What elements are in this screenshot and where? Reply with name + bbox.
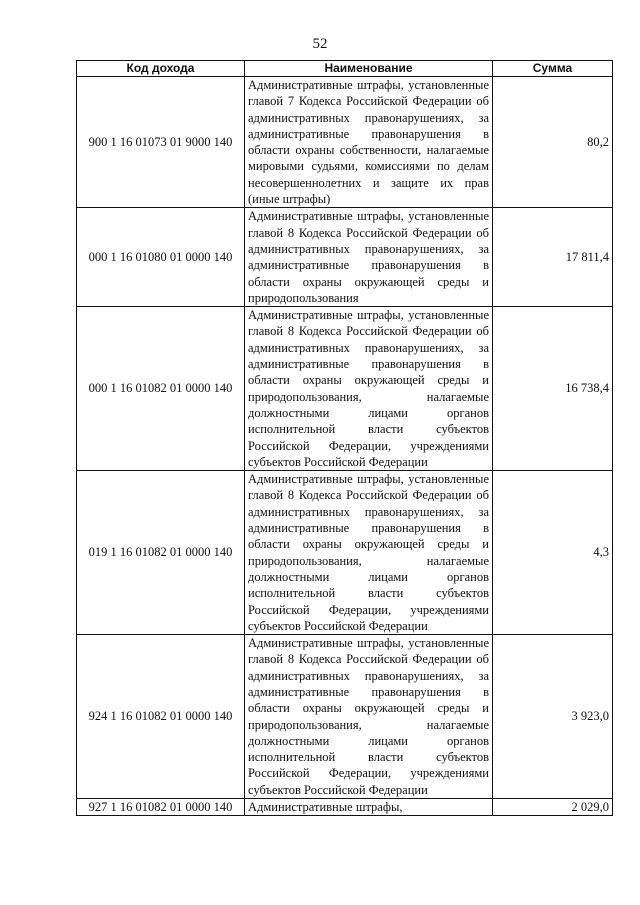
page-number: 52 xyxy=(312,36,328,52)
revenue-sum: 80,2 xyxy=(493,77,613,208)
revenue-name: Административные штрафы, xyxy=(245,799,493,816)
revenue-name: Административные штрафы, установленные главой 8 Кодекса Российской Федерации об административных правонарушениях, за административные правонарушения в области охраны окружающей среды и природопользования, налагаемые должностными лицами органов исполнительной власти субъектов Российской Федерации, учреждениями субъектов Российской Федерации xyxy=(245,307,493,471)
revenue-table xyxy=(76,60,613,816)
revenue-name: Административные штрафы, установленные главой 8 Кодекса Российской Федерации об административных правонарушениях, за административные правонарушения в области охраны окружающей среды и природопользования, налагаемые должностными лицами органов исполнительной власти субъектов Российской Федерации, учреждениями субъектов Российской Федерации xyxy=(245,471,493,635)
revenue-name: Административные штрафы, установленные главой 7 Кодекса Российской Федерации об административных правонарушениях, за административные правонарушения в области охраны собственности, налагаемые мировыми судьями, комиссиями по делам несовершеннолетних и защите их прав (иные штрафы) xyxy=(245,77,493,208)
revenue-sum: 3 923,0 xyxy=(493,635,613,799)
header-sum: Сумма xyxy=(493,61,613,77)
revenue-name: Административные штрафы, установленные главой 8 Кодекса Российской Федерации об административных правонарушениях, за административные правонарушения в области охраны окружающей среды и природопользования xyxy=(245,208,493,307)
revenue-code: 019 1 16 01082 01 0000 140 xyxy=(77,471,245,635)
table-row xyxy=(77,635,613,799)
table-row xyxy=(77,208,613,307)
revenue-code: 927 1 16 01082 01 0000 140 xyxy=(77,799,245,816)
revenue-name: Административные штрафы, установленные главой 8 Кодекса Российской Федерации об административных правонарушениях, за административные правонарушения в области охраны окружающей среды и природопользования, налагаемые должностными лицами органов исполнительной власти субъектов Российской Федерации, учреждениями субъектов Российской Федерации xyxy=(245,635,493,799)
revenue-sum: 4,3 xyxy=(493,471,613,635)
header-code: Код дохода xyxy=(77,61,245,77)
revenue-sum: 2 029,0 xyxy=(493,799,613,816)
revenue-code: 000 1 16 01082 01 0000 140 xyxy=(77,307,245,471)
revenue-sum: 16 738,4 xyxy=(493,307,613,471)
revenue-code: 900 1 16 01073 01 9000 140 xyxy=(77,77,245,208)
table-row xyxy=(77,799,613,816)
revenue-code: 924 1 16 01082 01 0000 140 xyxy=(77,635,245,799)
table-row xyxy=(77,307,613,471)
revenue-code: 000 1 16 01080 01 0000 140 xyxy=(77,208,245,307)
revenue-sum: 17 811,4 xyxy=(493,208,613,307)
table-header-row xyxy=(77,61,613,77)
table-row xyxy=(77,77,613,208)
header-name: Наименование xyxy=(245,61,493,77)
table-row xyxy=(77,471,613,635)
